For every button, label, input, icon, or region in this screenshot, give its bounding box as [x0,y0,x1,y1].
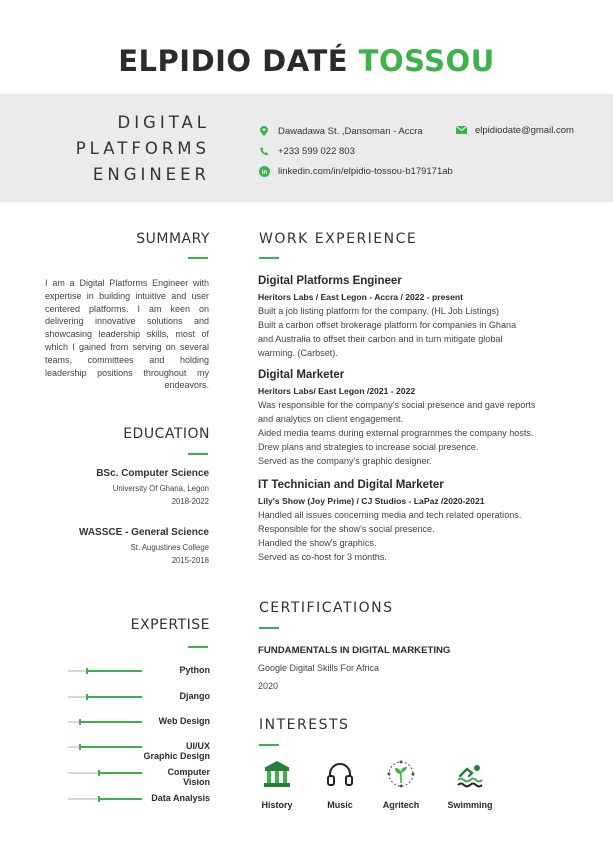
interest-agritech [371,759,431,810]
certifications-divider [259,627,279,629]
job-line: Served as the company's graphic designer. [258,456,432,466]
summary-text: I am a Digital Platforms Engineer with expertise in building intuitive and user centered platforms. I am keen on delivering innovative solutions and showcasing leadership skills, most of which I gained from serving on several teams, committees and holding leadership positions throughout my endeavors. [45,278,209,391]
work-divider [259,257,279,259]
education-item [79,527,209,565]
certification-year: 2020 [258,681,279,691]
summary-divider [188,257,208,259]
skill-bar-fill [98,772,142,774]
job-line: and analytics on client engagement. [258,414,404,424]
plant-circuit-icon [386,759,416,789]
education-divider [188,453,208,455]
school: University Of Ghana, Legon [112,484,209,493]
interests-heading: INTERESTS [259,717,350,733]
job-description [258,398,588,468]
skill-bar-fill [98,798,142,800]
full-name [0,44,613,78]
expertise-divider [188,646,208,648]
first-name: ELPIDIO DATÉ [118,44,349,78]
skill-bar-fill [79,746,142,748]
education-heading: EDUCATION [123,426,210,442]
job-title-line-1: DIGITAL [117,113,210,132]
job-line: Handled all issues concerning media and tech related operations. [258,510,522,520]
degree: WASSCE - General Science [78,527,209,538]
job-line: Drew plans and strategies to increase social presence. [258,442,479,452]
skill-label [143,742,210,761]
skill-computer-vision [68,766,210,788]
job-title: IT Technician and Digital Marketer [258,479,444,491]
skill-data-analysis [68,792,210,808]
skill-label [168,768,211,787]
summary-heading: SUMMARY [136,231,210,247]
last-name: TOSSOU [358,44,495,78]
degree: BSc. Computer Science [96,468,209,479]
interest-label: Music [327,800,353,810]
job-line: Was responsible for the company's social presence and gave reports [258,400,536,410]
interest-history [247,759,307,810]
skill-knob [86,694,88,700]
job-line: Responsible for the show's social presence. [258,524,435,534]
skill-label: Django [179,691,210,701]
contact-address [258,125,423,137]
contact-phone [258,145,355,157]
skill-label: Web Design [158,716,210,726]
interest-swimming [440,759,500,810]
skill-ui-ux [68,740,210,762]
museum-icon [262,759,292,789]
years: 2018-2022 [171,497,209,506]
interest-music [310,759,370,810]
skill-label: Data Analysis [151,793,210,803]
job-line: and Australia to offset their carbon and in turn mitigate global [258,334,503,344]
job-title: Digital Marketer [258,369,345,381]
skill-label-line-1: UI/UX [185,741,210,751]
job-description [258,304,588,360]
job-company: Heritors Labs / East Legon - Accra / 2022 - present [258,292,464,302]
email-text[interactable]: elpidiodate@gmail.com [475,124,574,136]
certifications-heading: CERTIFICATIONS [259,600,394,616]
job-company: Heritors Labs/ East Legon /2021 - 2022 [258,386,416,396]
phone-text: +233 599 022 803 [278,145,355,157]
linkedin-text[interactable]: linkedin.com/in/elpidio-tossou-b179171ab [278,165,453,177]
job-description [258,508,588,564]
job-title: Digital Platforms Engineer [258,275,402,287]
job-line: Built a job listing platform for the company. (HL Job Listings) [258,306,500,316]
skill-knob [79,719,81,725]
job-entry [258,275,588,360]
phone-icon [258,145,270,157]
job-title-line-2: PLATFORMS [75,139,210,158]
expertise-heading: EXPERTISE [130,617,210,633]
interest-label: Agritech [382,800,420,810]
address-text: Dawadawa St. ,Dansoman - Accra [278,125,423,137]
interests-divider [259,744,279,746]
interest-label: Swimming [447,800,493,810]
job-line: Handled the show's graphics. [258,538,377,548]
skill-knob [98,770,100,776]
skill-label: Python [179,665,210,675]
job-entry [258,369,588,468]
skill-python [68,664,210,680]
skill-label-line-2: Graphic Design [143,750,210,761]
job-company: Lily's Show (Joy Prime) / CJ Studios - LaPaz /2020-2021 [258,496,485,506]
job-line: Built a carbon offset brokerage platform for companies in Ghana [258,320,517,330]
years: 2015-2018 [171,556,209,565]
work-heading: WORK EXPERIENCE [259,231,418,247]
swimmer-icon [455,759,485,789]
skill-label-line-1: Computer [167,767,210,777]
skill-bar-fill [79,721,142,723]
certification-title: FUNDAMENTALS IN DIGITAL MARKETING [258,645,451,656]
job-line: Served as co-host for 3 months. [258,552,387,562]
job-line: Aided media teams during external programmes the company hosts. [258,428,534,438]
location-pin-icon [258,125,270,137]
headphones-icon [325,759,355,789]
skill-knob [79,744,81,750]
envelope-icon [455,124,467,136]
skill-knob [98,796,100,802]
contact-email[interactable] [455,124,574,136]
skill-label-line-2: Vision [183,776,210,787]
svg-text:in: in [261,168,267,176]
certification-issuer: Google Digital Skills For Africa [258,663,380,673]
skill-knob [86,668,88,674]
skill-bar-fill [86,670,142,672]
school: St. Augustines College [130,543,209,552]
education-item [96,468,209,506]
job-title-line-3: ENGINEER [92,165,210,184]
job-entry [258,479,588,564]
interest-label: History [261,800,293,810]
contact-linkedin[interactable] [258,165,453,177]
skill-bar-fill [86,696,142,698]
linkedin-icon [258,165,270,177]
skill-web-design [68,715,210,731]
skill-django [68,690,210,706]
job-line: warming. (Carbset). [258,348,338,358]
